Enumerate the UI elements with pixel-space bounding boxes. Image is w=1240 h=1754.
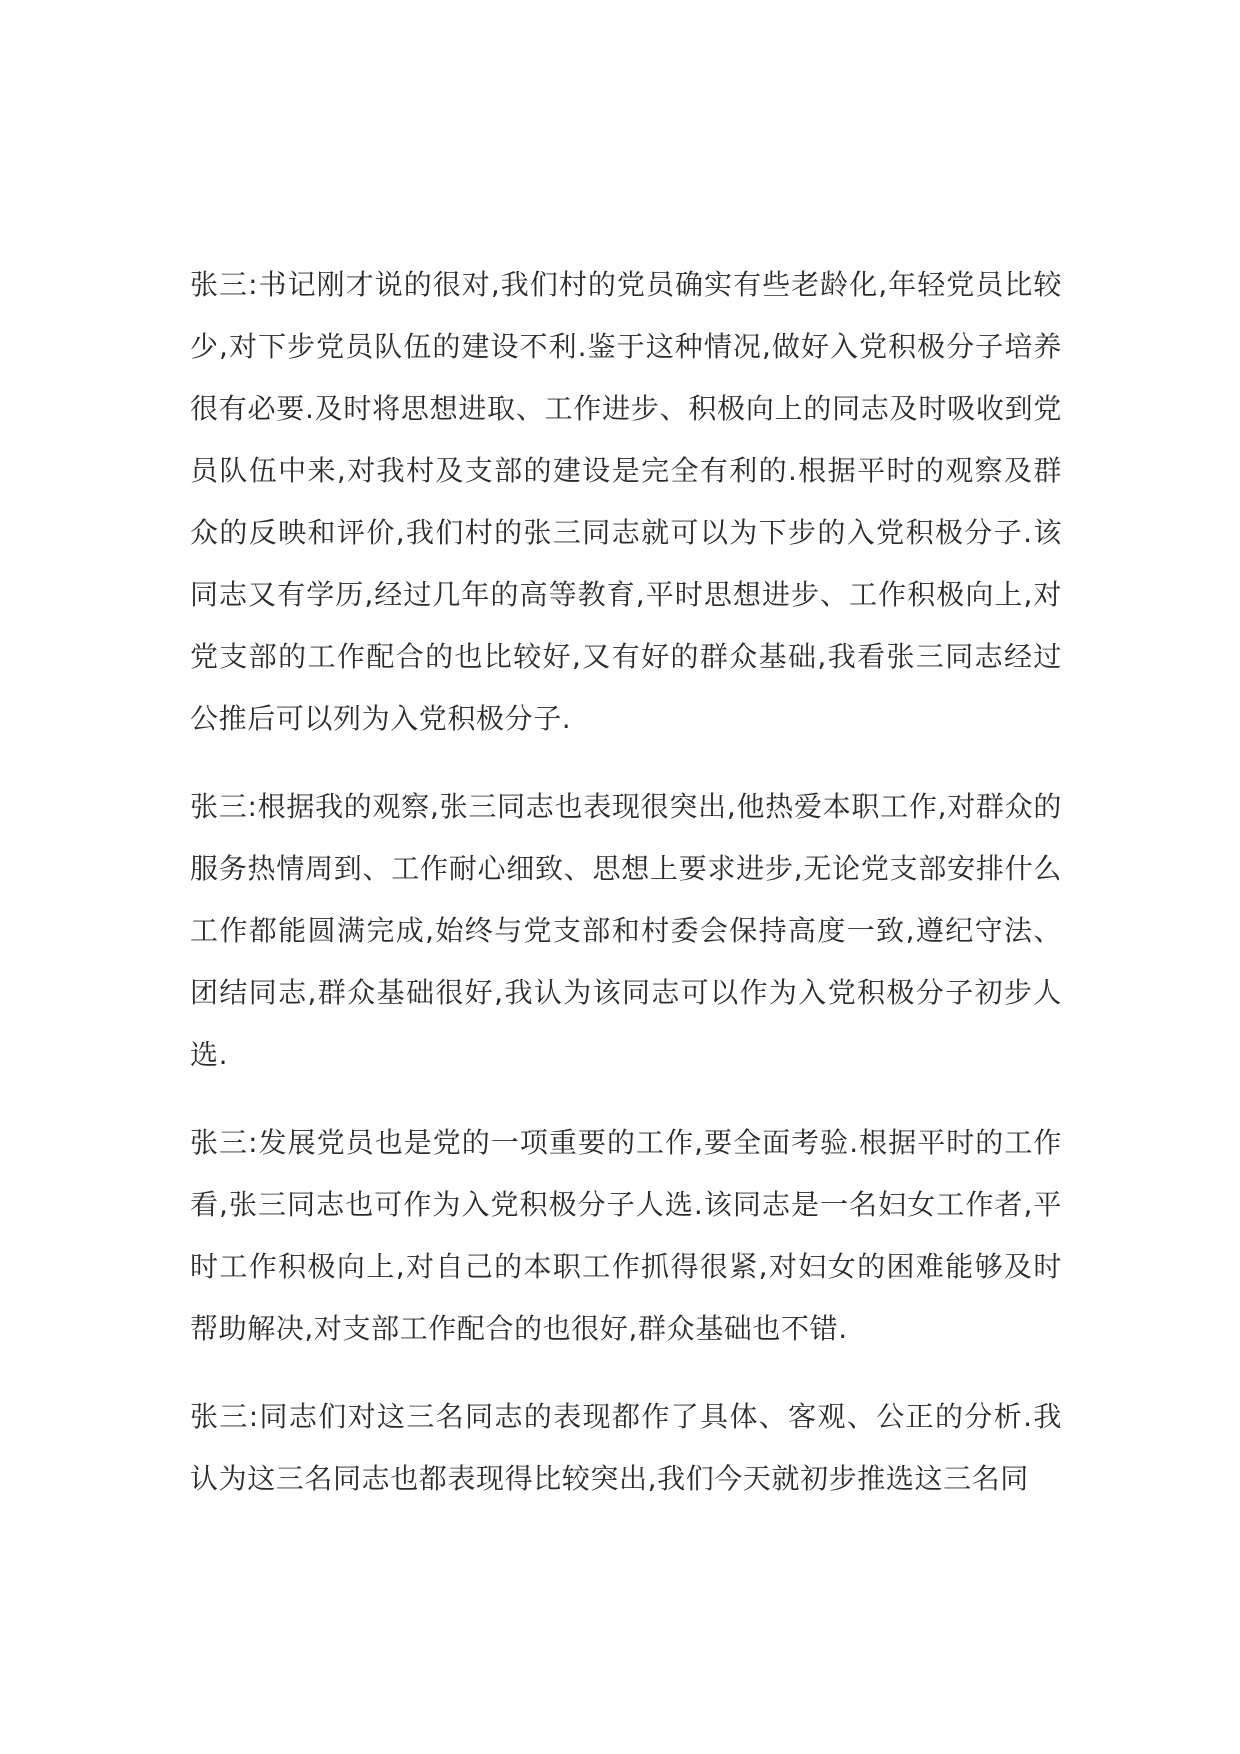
- paragraph-4: 张三:同志们对这三名同志的表现都作了具体、客观、公正的分析.我认为这三名同志也都表现得比较突出,我们今天就初步推选这三名同: [190, 1400, 1062, 1495]
- paragraph-3: 张三:发展党员也是党的一项重要的工作,要全面考验.根据平时的工作看,张三同志也可作为入党积极分子人选.该同志是一名妇女工作者,平时工作积极向上,对自己的本职工作抓得很紧,对妇女的困难能够及时帮助解决,对支部工作配合的也很好,群众基础也不错.: [190, 1126, 1062, 1345]
- paragraph-2: 张三:根据我的观察,张三同志也表现很突出,他热爱本职工作,对群众的服务热情周到、工作耐心细致、思想上要求进步,无论党支部安排什么工作都能圆满完成,始终与党支部和村委会保持高度一致,遵纪守法、团结同志,群众基础很好,我认为该同志可以作为入党积极分子初步人选.: [190, 790, 1062, 1071]
- document-body: [190, 254, 1062, 1510]
- paragraph-1: 张三:书记刚才说的很对,我们村的党员确实有些老龄化,年轻党员比较少,对下步党员队伍的建设不利.鉴于这种情况,做好入党积极分子培养很有必要.及时将思想进取、工作进步、积极向上的同志及时吸收到党员队伍中来,对我村及支部的建设是完全有利的.根据平时的观察及群众的反映和评价,我们村的张三同志就可以为下步的入党积极分子.该同志又有学历,经过几年的高等教育,平时思想进步、工作积极向上,对党支部的工作配合的也比较好,又有好的群众基础,我看张三同志经过公推后可以列为入党积极分子.: [190, 268, 1062, 735]
